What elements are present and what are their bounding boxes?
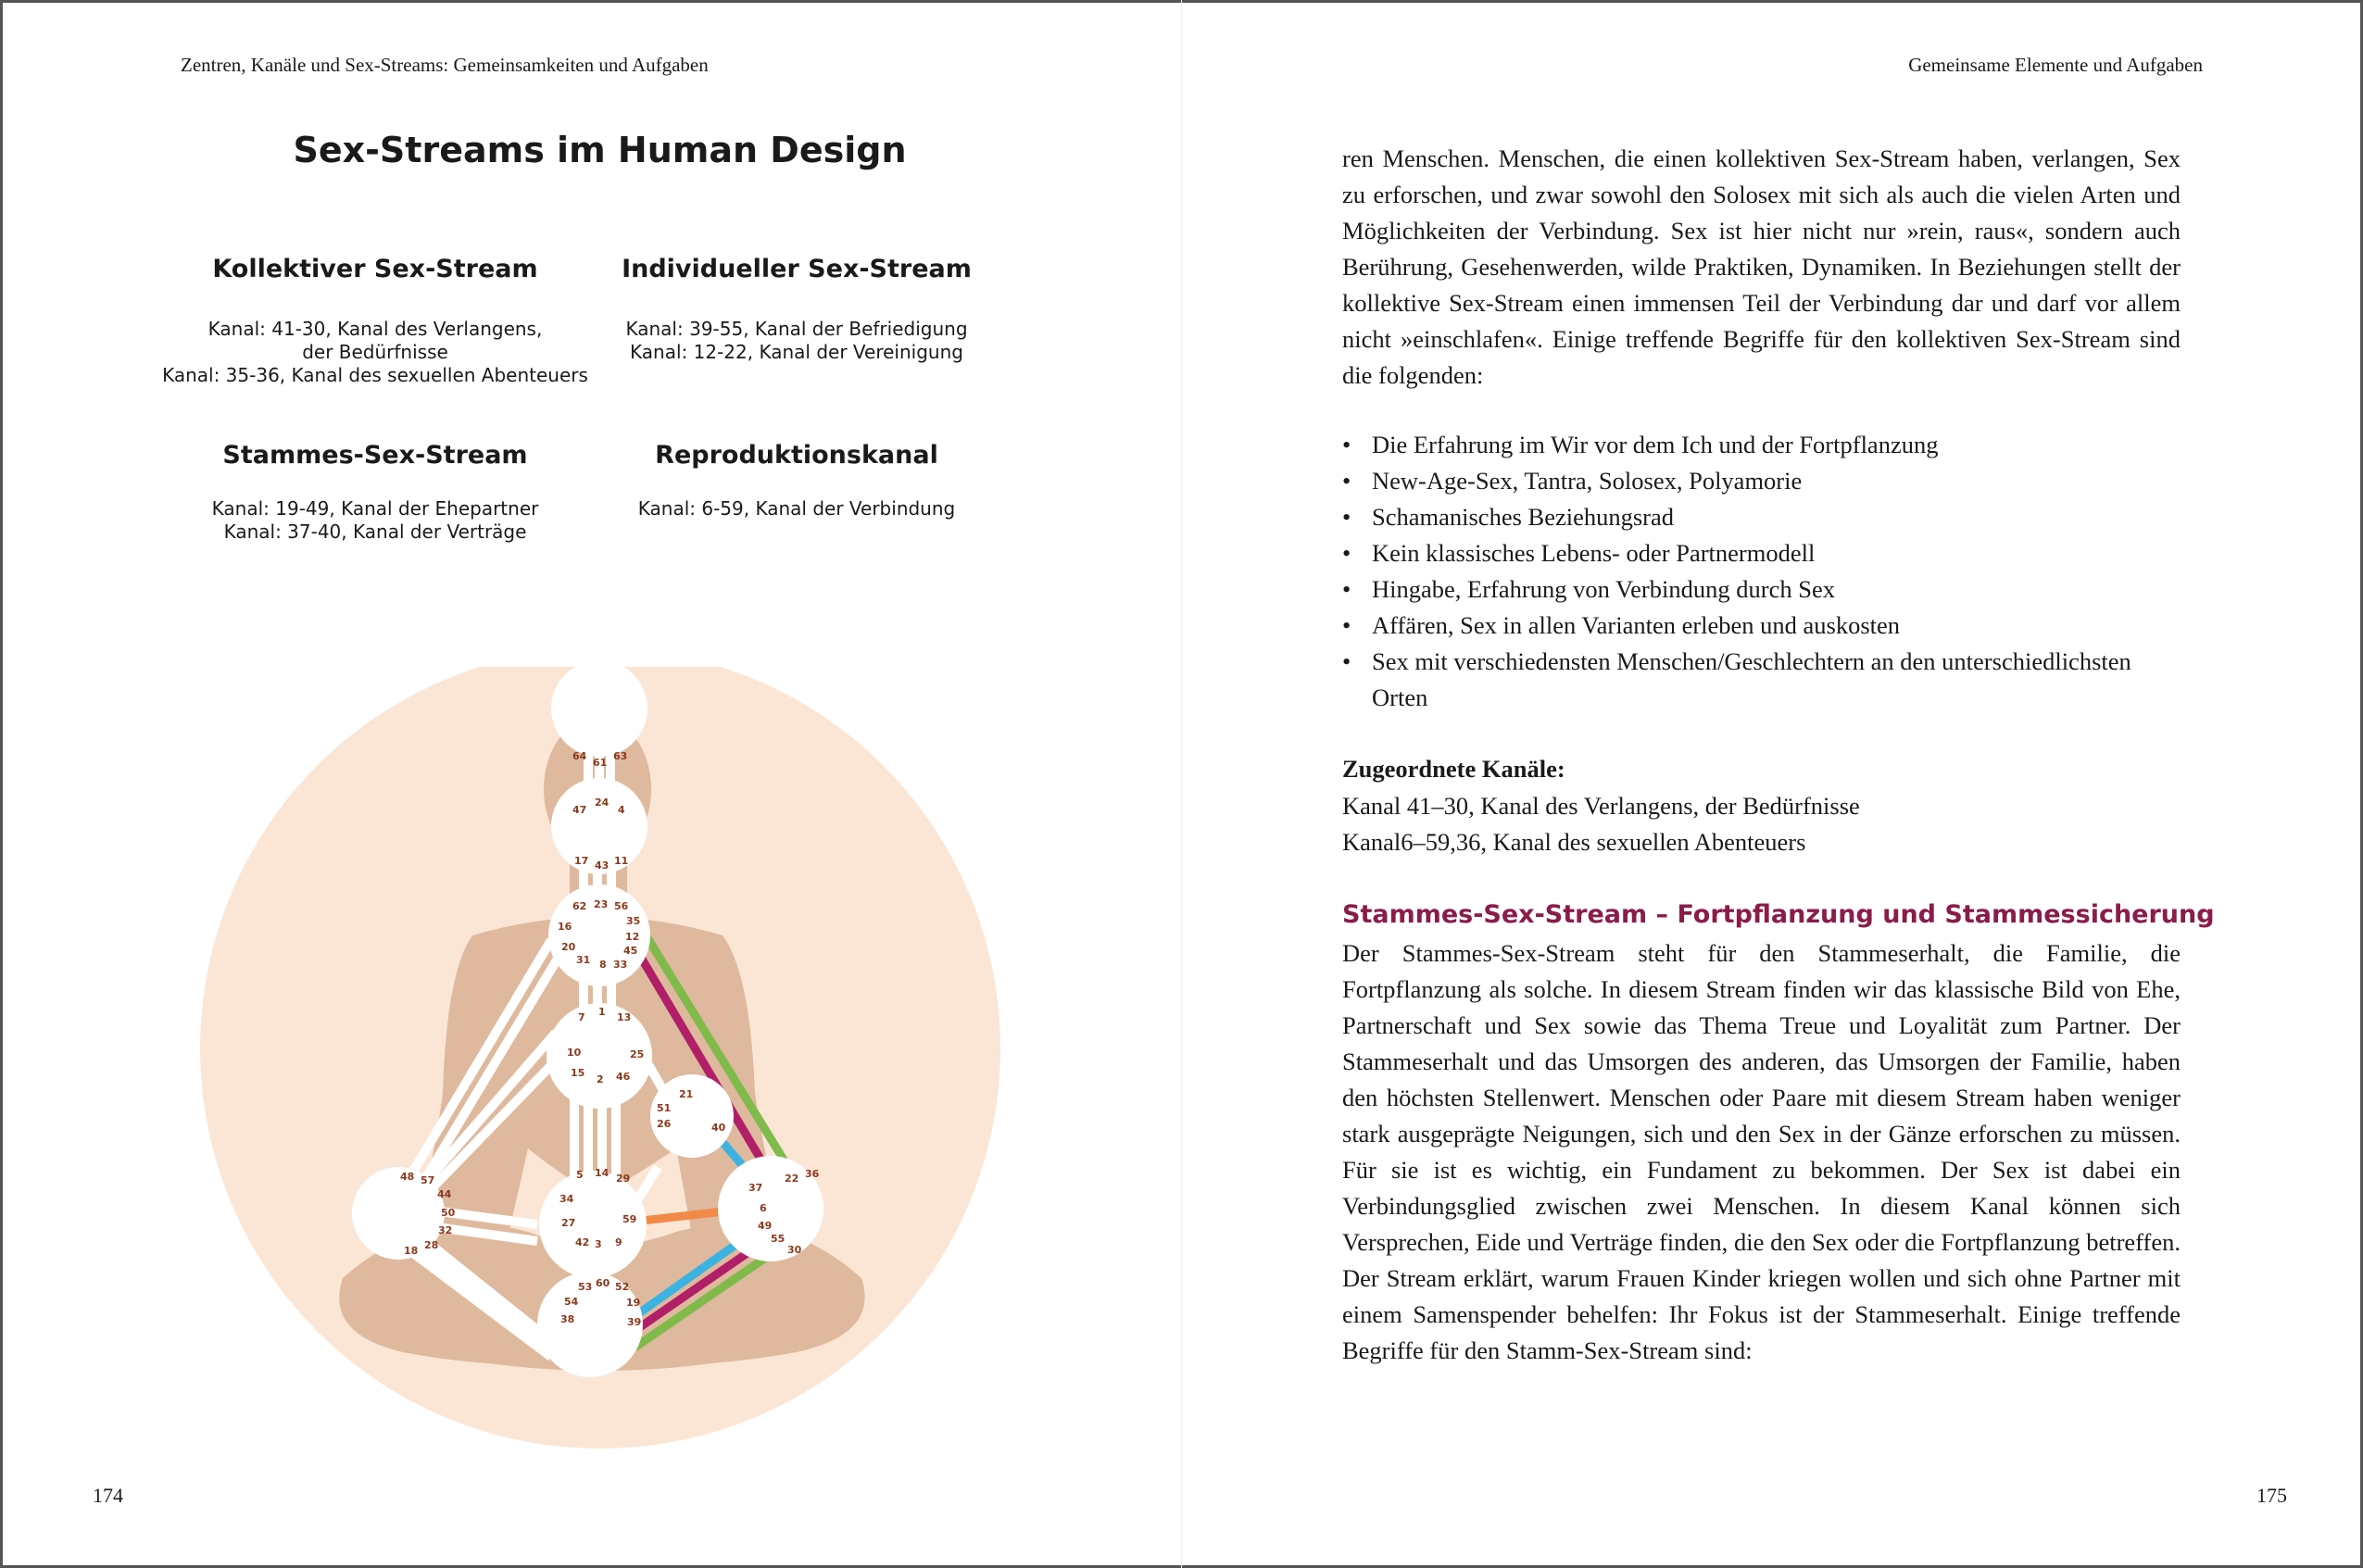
heart-center bbox=[650, 1074, 734, 1158]
channel-line: Kanal 41–30, Kanal des Verlangens, der Bedürfnisse bbox=[1342, 792, 1860, 820]
gate-label: 28 bbox=[424, 1239, 439, 1251]
gate-label: 27 bbox=[561, 1217, 576, 1229]
gate-label: 23 bbox=[594, 898, 609, 910]
gate-label: 26 bbox=[657, 1118, 672, 1130]
gate-label: 48 bbox=[400, 1171, 415, 1183]
gate-label: 7 bbox=[578, 1011, 585, 1023]
gate-label: 11 bbox=[614, 855, 629, 867]
stream-heading-kollektiv: Kollektiver Sex-Stream bbox=[212, 255, 538, 283]
stream-heading-stammes: Stammes-Sex-Stream bbox=[222, 441, 528, 470]
gate-label: 52 bbox=[615, 1281, 630, 1293]
stream-text-individuell: Kanal: 39-55, Kanal der Befriedigung Kanal: 12-22, Kanal der Vereinigung bbox=[625, 318, 968, 363]
stream-heading-reproduktion: Reproduktionskanal bbox=[655, 441, 938, 470]
stream-heading-individuell: Individueller Sex-Stream bbox=[622, 255, 972, 283]
stream-text-reproduktion: Kanal: 6-59, Kanal der Verbindung bbox=[637, 497, 956, 520]
gate-label: 10 bbox=[567, 1047, 582, 1059]
gate-label: 47 bbox=[572, 804, 587, 816]
gate-label: 13 bbox=[617, 1011, 632, 1023]
gate-label: 32 bbox=[438, 1224, 453, 1236]
gate-label: 34 bbox=[559, 1193, 574, 1205]
gate-label: 6 bbox=[760, 1202, 767, 1214]
bullet-list bbox=[1342, 427, 2181, 716]
gate-label: 53 bbox=[578, 1281, 593, 1293]
gate-label: 18 bbox=[404, 1245, 419, 1257]
gate-label: 21 bbox=[679, 1088, 694, 1100]
gate-label: 62 bbox=[572, 900, 587, 912]
channels-label: Zugeordnete Kanäle: bbox=[1342, 755, 1565, 783]
gate-label: 54 bbox=[564, 1296, 579, 1308]
gate-label: 12 bbox=[625, 931, 640, 943]
gate-label: 39 bbox=[627, 1316, 642, 1328]
gate-label: 45 bbox=[623, 945, 638, 957]
section-heading: Stammes-Sex-Stream – Fortpflanzung und Stammessicherung bbox=[1342, 900, 2215, 929]
gate-label: 36 bbox=[805, 1168, 820, 1180]
gate-label: 5 bbox=[576, 1169, 584, 1181]
gate-label: 17 bbox=[574, 855, 589, 867]
list-item: • New-Age-Sex, Tantra, Solosex, Polyamorie bbox=[1342, 463, 2181, 499]
gate-label: 1 bbox=[598, 1006, 606, 1018]
stream-text-kollektiv: Kanal: 41-30, Kanal des Verlangens, der Bedürfnisse Kanal: 35-36, Kanal des sexuellen Abenteuers bbox=[162, 318, 588, 386]
gate-label: 3 bbox=[595, 1238, 602, 1250]
gate-label: 59 bbox=[622, 1213, 637, 1225]
gate-label: 46 bbox=[616, 1071, 631, 1083]
gate-label: 35 bbox=[626, 915, 641, 927]
gate-label: 60 bbox=[596, 1277, 610, 1289]
gate-label: 29 bbox=[616, 1173, 631, 1185]
gate-label: 24 bbox=[595, 797, 610, 809]
list-item: • Affären, Sex in allen Varianten erleben und auskosten bbox=[1342, 608, 2181, 644]
figure-title: Sex-Streams im Human Design bbox=[293, 130, 907, 170]
running-head-left: Zentren, Kanäle und Sex-Streams: Gemeinsamkeiten und Aufgaben bbox=[181, 54, 709, 76]
gate-label: 55 bbox=[771, 1233, 786, 1245]
list-item: • Sex mit verschiedensten Menschen/Geschlechtern an den unterschiedlichsten Orten bbox=[1342, 644, 2181, 716]
gate-label: 42 bbox=[575, 1236, 590, 1248]
list-item: • Die Erfahrung im Wir vor dem Ich und der Fortpflanzung bbox=[1342, 427, 2181, 463]
gate-label: 33 bbox=[613, 959, 628, 971]
bodygraph-diagram bbox=[195, 667, 1010, 1482]
list-item: • Hingabe, Erfahrung von Verbindung durch Sex bbox=[1342, 571, 2181, 608]
gate-label: 16 bbox=[558, 921, 572, 933]
gate-label: 38 bbox=[560, 1313, 575, 1325]
gate-label: 43 bbox=[595, 859, 610, 872]
gate-label: 64 bbox=[572, 750, 587, 762]
gate-label: 14 bbox=[595, 1167, 610, 1179]
gate-label: 50 bbox=[441, 1207, 456, 1219]
stream-text-stammes: Kanal: 19-49, Kanal der Ehepartner Kanal: 37-40, Kanal der Verträge bbox=[211, 497, 539, 543]
gate-label: 63 bbox=[613, 750, 628, 762]
channel-line: Kanal6–59,36, Kanal des sexuellen Abenteuers bbox=[1342, 828, 1806, 856]
page-number-left: 174 bbox=[93, 1484, 123, 1507]
gate-label: 15 bbox=[571, 1067, 585, 1079]
gate-label: 56 bbox=[614, 900, 629, 912]
gate-label: 51 bbox=[657, 1102, 672, 1114]
gate-label: 19 bbox=[626, 1297, 641, 1309]
gate-label: 57 bbox=[421, 1174, 435, 1186]
gate-label: 2 bbox=[597, 1073, 604, 1085]
section-paragraph: Der Stammes-Sex-Stream steht für den Stammeserhalt, die Familie, die Fortpflanzung als solche. In diesem Stream finden wir das klassische Bild von Ehe, Partnerschaft und Sex sowie das Thema Treue und Loyalität zum Partner. Der Stammeserhalt und das Umsorgen des anderen, das Umsorgen der Familie, haben den höchsten Stellenwert. Menschen oder Paare mit diesem Stream haben weniger stark ausgeprägte Neigungen, sich und den Sex in der Gänze erforschen zu müssen. Für sie ist es wichtig, ein Fundament zu bekommen. Der Sex ist dabei ein Verbindungsglied zwischen zwei Menschen. In diesem Kanal können sich Versprechen, Eide und Verträge finden, die den Sex oder die Fortpflanzung betreffen. Der Stream erklärt, warum Frauen Kinder kriegen wollen und sich ohne Partner mit einem Samenspender behelfen: Ihr Fokus ist der Stammeserhalt. Einige treffende Begriffe für den Stamm-Sex-Stream sind: bbox=[1342, 939, 2181, 1364]
gate-label: 30 bbox=[787, 1244, 802, 1256]
gate-label: 49 bbox=[758, 1220, 773, 1232]
gate-label: 31 bbox=[576, 954, 591, 966]
gate-label: 25 bbox=[630, 1048, 645, 1060]
left-page bbox=[0, 0, 1181, 1568]
gate-label: 20 bbox=[561, 941, 576, 953]
intro-paragraph: ren Menschen. Menschen, die einen kollektiven Sex-Stream haben, verlangen, Sex zu erforschen, und zwar sowohl den Solosex mit sich als auch die vielen Arten und Möglichkeiten der Verbindung. Sex ist hier nicht nur »rein, raus«, sondern auch Berührung, Gesehenwerden, wilde Praktiken, Dynamiken. In Beziehungen stellt der kollektive Sex-Stream einen immensen Teil der Verbindung dar und darf vor allem nicht »einschlafen«. Einige treffende Begriffe für den kollektiven Sex-Stream sind die folgenden: bbox=[1342, 144, 2181, 389]
gate-label: 9 bbox=[615, 1236, 622, 1248]
gate-label: 61 bbox=[593, 757, 608, 769]
running-head-right: Gemeinsame Elemente und Aufgaben bbox=[1908, 54, 2203, 76]
page-number-right: 175 bbox=[2256, 1484, 2287, 1507]
gate-label: 40 bbox=[711, 1122, 726, 1134]
list-item: • Schamanisches Beziehungsrad bbox=[1342, 499, 2181, 535]
list-item: • Kein klassisches Lebens- oder Partnermodell bbox=[1342, 535, 2181, 571]
gate-label: 44 bbox=[437, 1188, 452, 1200]
gate-label: 37 bbox=[748, 1182, 763, 1194]
gate-label: 4 bbox=[618, 804, 625, 816]
gate-label: 22 bbox=[785, 1173, 799, 1185]
gate-label: 8 bbox=[599, 959, 607, 971]
